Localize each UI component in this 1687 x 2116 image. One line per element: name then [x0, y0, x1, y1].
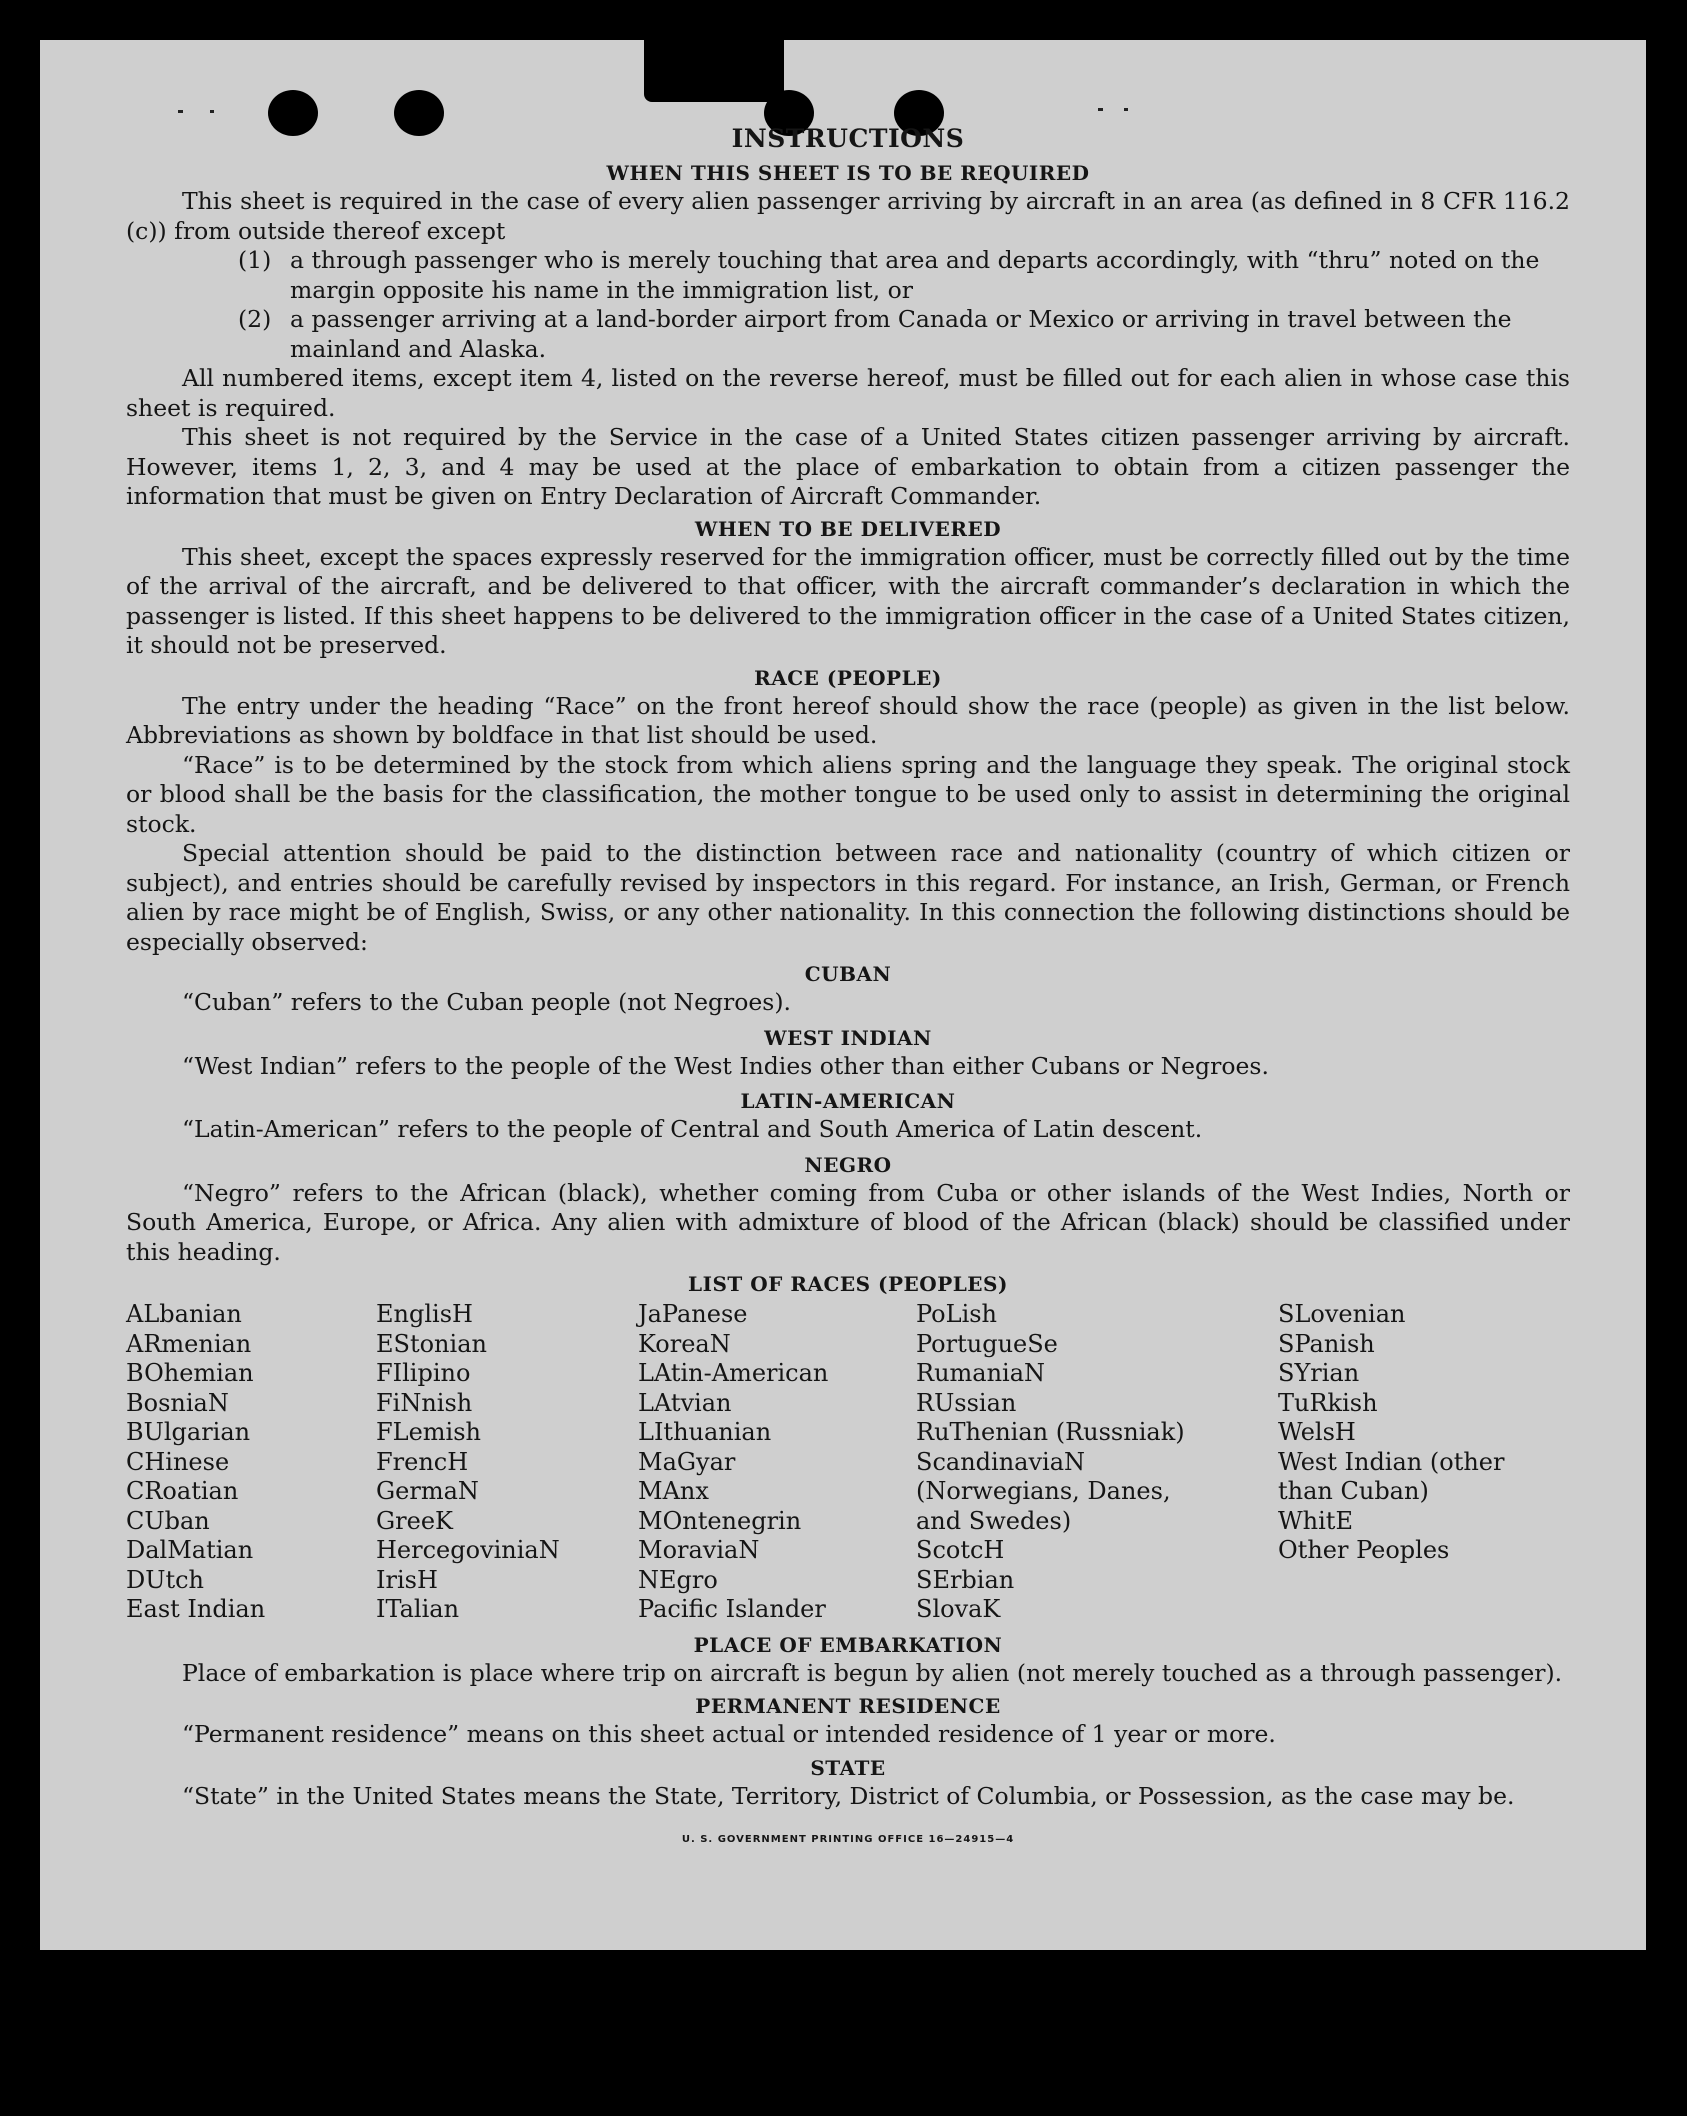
paragraph: This sheet, except the spaces expressly reserved for the immigration officer, must be correctly filled out by the time of the arrival of the aircraft, and be delivered to that officer, with the aircraft commander’s declaration in which the passenger is listed. If this sheet happens to be delivered to the immigration officer in the case of a United States citizen, it should not be preserved.	[126, 542, 1570, 659]
race-entry: FIlipino	[376, 1359, 471, 1387]
race-entry: ARmenian	[126, 1329, 252, 1358]
paragraph: This sheet is required in the case of every alien passenger arriving by aircraft in an area (as defined in 8 CFR 116.2 (c)) from outside thereof except	[126, 187, 1570, 245]
race-entry: WelsH	[1278, 1418, 1356, 1446]
speck	[1098, 108, 1103, 111]
paragraph: “Permanent residence” means on this sheet actual or intended residence of 1 year or more.	[182, 1720, 1276, 1748]
speck	[1124, 108, 1128, 111]
race-entry: PoLish	[916, 1300, 998, 1328]
race-entry: West Indian (other than Cuban)	[1278, 1447, 1505, 1505]
race-entry: EStonian	[376, 1329, 487, 1358]
race-entry: LAtin-American	[638, 1359, 829, 1387]
paragraph: Special attention should be paid to the distinction between race and nationality (country of which citizen or subject), and entries should be carefully revised by inspectors in this regard. For instance, an Irish, German, or French alien by race might be of English, Swiss, or any other nationality. In this connection the following distinctions should be especially observed:	[126, 839, 1570, 956]
race-entry: NEgro	[638, 1565, 718, 1594]
race-entry: RumaniaN	[916, 1359, 1046, 1387]
race-entry: FrencH	[376, 1447, 469, 1476]
item-number: (1)	[238, 246, 272, 274]
paragraph: The entry under the heading “Race” on the front hereof should show the race (people) as given in the list below. Abbreviations as shown by boldface in that list should be used.	[126, 691, 1570, 749]
list-item	[126, 305, 1570, 364]
race-entry: BUlgarian	[126, 1418, 251, 1446]
item-number: (2)	[238, 305, 272, 333]
race-entry: RUssian	[916, 1388, 1017, 1417]
paragraph: “Negro” refers to the African (black), whether coming from Cuba or other islands of the West Indies, North or South America, Europe, or Africa. Any alien with admixture of blood of the African (black) should be classified under this heading.	[126, 1178, 1570, 1266]
race-entry: CRoatian	[126, 1477, 239, 1505]
races-column	[1278, 1300, 1570, 1625]
page-title: INSTRUCTIONS	[731, 124, 965, 153]
item-text: a through passenger who is merely touching that area and departs accordingly, with “thru” noted on the margin opposite his name in the immigration list, or	[290, 246, 1540, 304]
race-entry: ALbanian	[126, 1300, 242, 1328]
race-entry: Other Peoples	[1278, 1536, 1450, 1564]
section-heading: STATE	[810, 1755, 886, 1780]
paragraph: “Latin-American” refers to the people of Central and South America of Latin descent.	[182, 1115, 1203, 1143]
races-column	[916, 1300, 1278, 1625]
race-entry: ScandinaviaN (Norwegians, Danes, and Swedes)	[916, 1447, 1171, 1535]
race-entry: DUtch	[126, 1565, 205, 1594]
race-entry: FLemish	[376, 1418, 481, 1446]
race-entry: SErbian	[916, 1565, 1015, 1594]
race-entry: SPanish	[1278, 1329, 1375, 1358]
section-heading: WEST INDIAN	[764, 1025, 932, 1050]
race-entry: LAtvian	[638, 1388, 732, 1417]
race-entry: GreeK	[376, 1506, 453, 1535]
section-heading: WHEN THIS SHEET IS TO BE REQUIRED	[606, 161, 1090, 185]
paragraph: “State” in the United States means the State, Territory, District of Columbia, or Possession, as the case may be.	[182, 1781, 1515, 1810]
section-heading: LIST OF RACES (PEOPLES)	[688, 1272, 1008, 1296]
races-list	[126, 1300, 1570, 1625]
race-entry: SlovaK	[916, 1595, 1001, 1623]
section-heading: RACE (PEOPLE)	[754, 665, 942, 690]
race-entry: HercegoviniaN	[376, 1536, 560, 1564]
race-entry: CHinese	[126, 1447, 230, 1476]
section-heading: NEGRO	[804, 1152, 892, 1177]
torn-notch	[644, 40, 784, 102]
race-entry: JaPanese	[638, 1300, 748, 1328]
paragraph: This sheet is not required by the Service in the case of a United States citizen passenger arriving by aircraft. However, items 1, 2, 3, and 4 may be used at the place of embarkation to obtain from a citizen passenger the information that must be given on Entry Declaration of Aircraft Commander.	[126, 423, 1570, 510]
race-entry: PortugueSe	[916, 1329, 1058, 1358]
race-entry: FiNnish	[376, 1388, 473, 1417]
race-entry: MOntenegrin	[638, 1506, 802, 1535]
section-heading: PERMANENT RESIDENCE	[695, 1694, 1001, 1718]
printer-imprint: U. S. GOVERNMENT PRINTING OFFICE 16—24915—4	[681, 1834, 1015, 1845]
race-entry: ITalian	[376, 1595, 460, 1623]
race-entry: MAnx	[638, 1477, 709, 1505]
race-entry: SLovenian	[1278, 1300, 1406, 1328]
instructions-content	[126, 122, 1570, 1855]
races-column	[376, 1300, 638, 1625]
document-sheet	[40, 40, 1646, 1950]
race-entry: KoreaN	[638, 1329, 731, 1358]
paragraph: “Cuban” refers to the Cuban people (not Negroes).	[182, 988, 792, 1016]
paragraph: Place of embarkation is place where trip on aircraft is begun by alien (not merely touched as a through passenger).	[182, 1658, 1563, 1687]
race-entry: RuThenian (Russniak)	[916, 1418, 1185, 1446]
list-item	[126, 246, 1570, 305]
race-entry: WhitE	[1278, 1506, 1353, 1535]
race-entry: DalMatian	[126, 1536, 254, 1564]
paragraph: “Race” is to be determined by the stock from which aliens spring and the language they speak. The original stock or blood shall be the basis for the classification, the mother tongue to be used only to assist in determining the original stock.	[126, 750, 1570, 838]
race-entry: CUban	[126, 1506, 210, 1535]
section-heading: LATIN-AMERICAN	[740, 1089, 956, 1113]
section-heading: CUBAN	[804, 962, 892, 986]
races-column	[638, 1300, 916, 1625]
race-entry: ScotcH	[916, 1536, 1005, 1564]
race-entry: LIthuanian	[638, 1418, 772, 1446]
race-entry: BosniaN	[126, 1388, 229, 1417]
race-entry: EnglisH	[376, 1300, 473, 1328]
race-entry: IrisH	[376, 1565, 438, 1594]
race-entry: BOhemian	[126, 1359, 254, 1387]
paragraph: All numbered items, except item 4, listed on the reverse hereof, must be filled out for each alien in whose case this sheet is required.	[126, 364, 1570, 422]
race-entry: GermaN	[376, 1477, 479, 1505]
race-entry: SYrian	[1278, 1359, 1360, 1387]
race-entry: MoraviaN	[638, 1536, 760, 1564]
race-entry: East Indian	[126, 1595, 266, 1623]
race-entry: TuRkish	[1278, 1388, 1378, 1417]
race-entry: Pacific Islander	[638, 1595, 826, 1623]
paragraph: “West Indian” refers to the people of the West Indies other than either Cubans or Negroes.	[182, 1051, 1269, 1080]
races-column	[126, 1300, 376, 1625]
speck	[210, 110, 214, 113]
item-text: a passenger arriving at a land-border airport from Canada or Mexico or arriving in travel between the mainland and Alaska.	[290, 305, 1512, 363]
section-heading: PLACE OF EMBARKATION	[693, 1632, 1003, 1657]
race-entry: MaGyar	[638, 1447, 736, 1476]
section-heading: WHEN TO BE DELIVERED	[694, 516, 1002, 541]
speck	[178, 110, 183, 113]
